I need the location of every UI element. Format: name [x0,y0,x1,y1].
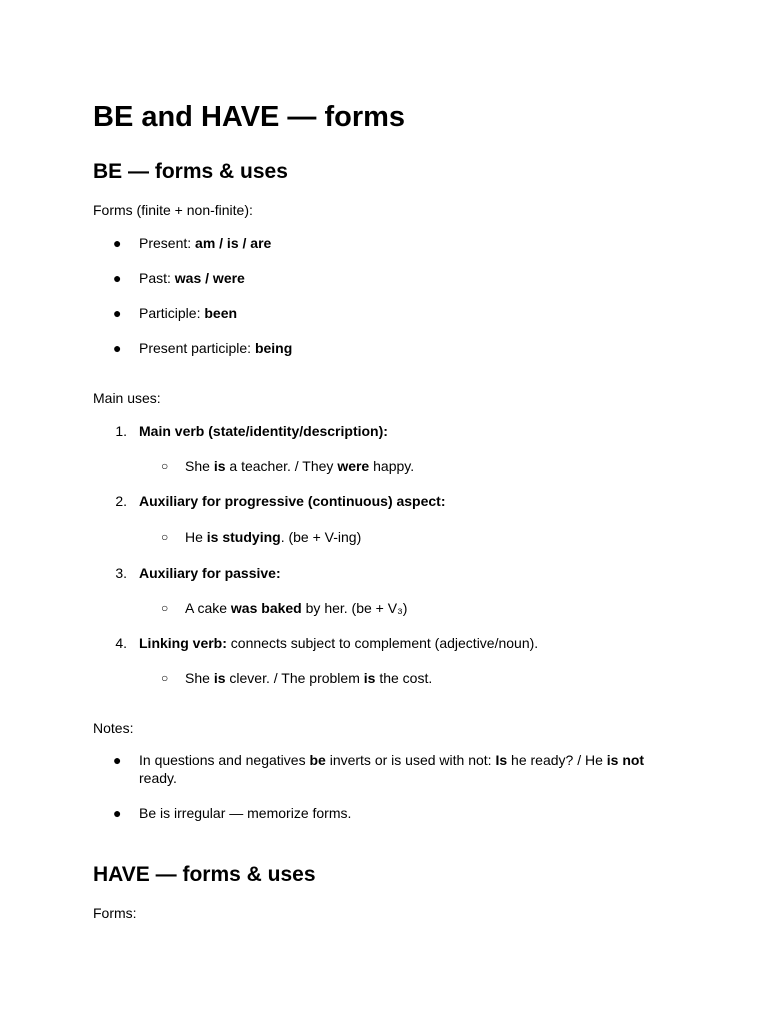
be-note-1: ● In questions and negatives be inverts or is used with not: Is he ready? / He is not ready. [113,752,645,786]
be-use-2-example: ○ He is studying. (be + V-ing) [161,529,362,545]
bullet-marker: ● [113,270,122,286]
be-note-2: ● Be is irregular — memorize forms. [113,805,352,821]
be-use-2: 2. Auxiliary for progressive (continuous) aspect: [115,493,446,509]
section-heading-have: HAVE — forms & uses [93,863,316,886]
be-use-4-example: ○ She is clever. / The problem is the cost. [161,670,433,686]
bullet-marker: ● [113,305,122,321]
be-use-3-example: ○ A cake was baked by her. (be + V₃) [161,600,408,616]
be-use-3: 3. Auxiliary for passive: [115,565,281,581]
sub-bullet-marker: ○ [161,530,169,544]
be-form-past: ● Past: was / were [113,270,245,286]
bullet-marker: ● [113,235,122,251]
section-heading-be: BE — forms & uses [93,160,288,183]
sub-bullet-marker: ○ [161,459,169,473]
be-uses-intro: Main uses: [93,390,161,406]
be-use-1-example: ○ She is a teacher. / They were happy. [161,458,415,474]
sub-bullet-marker: ○ [161,671,169,685]
have-forms-intro: Forms: [93,905,137,921]
page-title: BE and HAVE — forms [93,101,406,133]
be-form-present-participle: ● Present participle: being [113,340,293,356]
be-form-participle: ● Participle: been [113,305,238,321]
be-forms-intro: Forms (finite + non-finite): [93,202,253,218]
be-form-present: ● Present: am / is / are [113,235,272,251]
be-use-1: 1. Main verb (state/identity/description): [115,423,388,439]
be-use-4: 4. Linking verb: connects subject to complement (adjective/noun). [115,635,539,651]
be-notes-intro: Notes: [93,720,134,736]
sub-bullet-marker: ○ [161,601,169,615]
bullet-marker: ● [113,752,122,768]
bullet-marker: ● [113,340,122,356]
bullet-marker: ● [113,805,122,821]
